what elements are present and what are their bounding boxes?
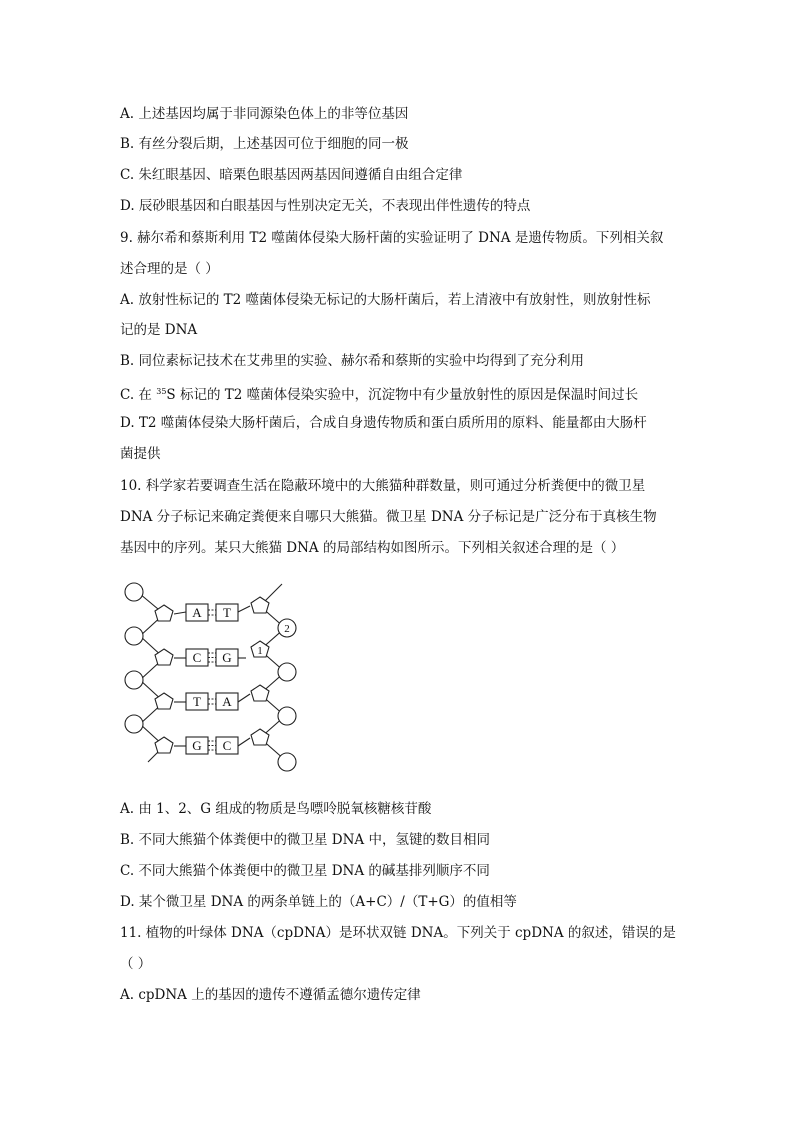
sugar-right-4 [251, 729, 269, 745]
phosphate-left-4 [125, 715, 143, 733]
label-1: 1 [257, 645, 263, 657]
isotope-superscript: 35 [156, 387, 167, 396]
q9-stem-line-1: 9. 赫尔希和蔡斯利用 T2 噬菌体侵染大肠杆菌的实验证明了 DNA 是遗传物质。下列相关叙 [120, 230, 664, 246]
q8-option-b: B. 有丝分裂后期，上述基因可位于细胞的同一极 [120, 136, 409, 152]
base-letter: G [192, 738, 202, 753]
phosphate-left-1 [125, 583, 143, 601]
phosphate-right-2 [278, 663, 296, 681]
q9-option-d-line-1: D. T2 噬菌体侵染大肠杆菌后，合成自身遗传物质和蛋白质所用的原料、能量都由大肠杆 [120, 415, 647, 431]
base-letter: A [222, 694, 232, 709]
base-letter: C [222, 738, 232, 753]
sugar-right-3 [251, 685, 269, 701]
q9-option-d-line-2: 菌提供 [120, 446, 161, 462]
sugar-left-2 [155, 649, 173, 665]
label-2: 2 [284, 623, 290, 635]
q11-option-a: A. cpDNA 上的基因的遗传不遵循孟德尔遗传定律 [120, 987, 421, 1003]
q10-option-d: D. 某个微卫星 DNA 的两条单链上的（A+C）/（T+G）的值相等 [120, 894, 517, 910]
base-letter: C [192, 650, 202, 665]
q9-stem-line-2: 述合理的是（ ） [120, 261, 219, 277]
q9-option-c-prefix: C. 在 [120, 387, 152, 403]
q10-option-a: A. 由 1、2、G 组成的物质是鸟嘌呤脱氧核糖核苷酸 [120, 801, 432, 817]
q9-option-c-rest: S 标记的 T2 噬菌体侵染实验中，沉淀物中有少量放射性的原因是保温时间过长 [166, 387, 639, 403]
q11-stem-line-1: 11. 植物的叶绿体 DNA（cpDNA）是环状双链 DNA。下列关于 cpDNA 的叙述，错误的是 [120, 925, 676, 941]
sugar-left-3 [155, 693, 173, 709]
phosphate-left-2 [125, 627, 143, 645]
q10-option-b: B. 不同大熊猫个体粪便中的微卫星 DNA 中，氢键的数目相同 [120, 832, 490, 848]
sugar-left-1 [155, 605, 173, 621]
base-letter: T [223, 605, 231, 620]
dna-structure-diagram [118, 578, 308, 778]
q10-stem-line-1: 10. 科学家若要调查生活在隐蔽环境中的大熊猫种群数量，则可通过分析粪便中的微卫星 [120, 478, 646, 494]
q11-stem-line-2: （ ） [120, 956, 152, 972]
phosphate-left-3 [125, 671, 143, 689]
q8-option-c: C. 朱红眼基因、暗栗色眼基因两基因间遵循自由组合定律 [120, 167, 463, 183]
phosphate-right-4 [278, 753, 296, 771]
base-letter: G [222, 650, 232, 665]
q10-stem-line-2: DNA 分子标记来确定粪便来自哪只大熊猫。微卫星 DNA 分子标记是广泛分布于真核生物 [120, 509, 657, 525]
base-letter: A [192, 605, 202, 620]
q9-option-a-line-2: 记的是 DNA [120, 322, 198, 338]
q9-option-b: B. 同位素标记技术在艾弗里的实验、赫尔希和蔡斯的实验中均得到了充分利用 [120, 353, 585, 369]
q8-option-a: A. 上述基因均属于非同源染色体上的非等位基因 [120, 106, 409, 122]
q9-option-c [120, 383, 638, 404]
q9-option-a-line-1: A. 放射性标记的 T2 噬菌体侵染无标记的大肠杆菌后，若上清液中有放射性，则放射性标 [120, 292, 651, 308]
base-letter: T [193, 694, 201, 709]
q10-stem-line-3: 基因中的序列。某只大熊猫 DNA 的局部结构如图所示。下列相关叙述合理的是（ ） [120, 540, 625, 556]
sugar-left-4 [155, 737, 173, 753]
q10-option-c: C. 不同大熊猫个体粪便中的微卫星 DNA 的碱基排列顺序不同 [120, 863, 490, 879]
q8-option-d: D. 辰砂眼基因和白眼基因与性别决定无关，不表现出伴性遗传的特点 [120, 198, 531, 214]
phosphate-right-3 [278, 707, 296, 725]
